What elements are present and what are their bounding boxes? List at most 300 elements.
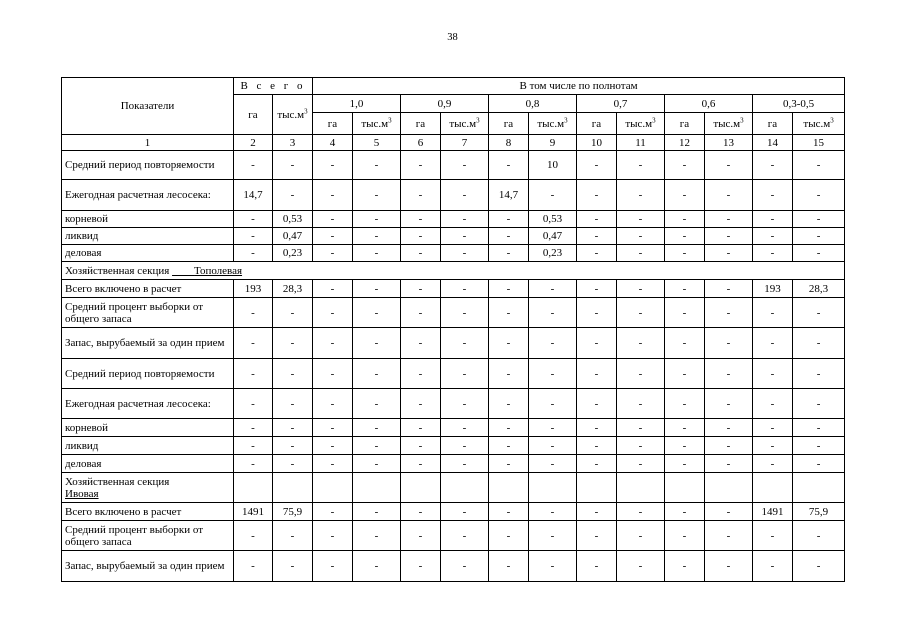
table-cell: 14,7 (234, 180, 273, 211)
header-density: 1,0 (313, 95, 401, 113)
table-cell: - (401, 551, 441, 582)
unit-sup: 3 (652, 115, 656, 124)
table-cell: - (793, 389, 845, 419)
table-row (62, 455, 845, 473)
header-unit-ha: га (313, 113, 353, 135)
table-cell: 193 (234, 280, 273, 298)
table-cell: - (665, 389, 705, 419)
table-cell: - (234, 228, 273, 245)
table-cell: - (617, 521, 665, 551)
table-cell: - (665, 359, 705, 389)
table-cell: - (793, 437, 845, 455)
empty-cell (529, 473, 577, 503)
table-cell: - (353, 328, 401, 359)
header-unit-ha: га (401, 113, 441, 135)
table-cell: - (753, 245, 793, 262)
table-cell: - (577, 503, 617, 521)
table-cell: - (273, 419, 313, 437)
table-cell: - (441, 503, 489, 521)
header-unit-ha: га (577, 113, 617, 135)
table-cell: - (577, 245, 617, 262)
header-unit-volume (705, 113, 753, 135)
table-cell: - (665, 551, 705, 582)
table-cell: - (577, 521, 617, 551)
table-cell: - (577, 280, 617, 298)
section-name: Ивовая (65, 487, 99, 500)
column-number: 4 (313, 135, 353, 151)
table-row (62, 359, 845, 389)
table-cell: - (441, 245, 489, 262)
table-cell: - (577, 211, 617, 228)
table-cell: - (489, 328, 529, 359)
table-cell: - (441, 455, 489, 473)
table-cell: - (313, 419, 353, 437)
table-cell: - (529, 419, 577, 437)
unit-text: тыс.м (625, 117, 653, 130)
empty-cell (441, 473, 489, 503)
table-cell: - (441, 228, 489, 245)
table-cell: - (753, 419, 793, 437)
table-cell: 0,23 (529, 245, 577, 262)
unit-text: тыс.м (537, 117, 565, 130)
table-cell: - (401, 298, 441, 328)
table-cell: - (529, 180, 577, 211)
table-cell: - (489, 359, 529, 389)
forest-cut-table (61, 77, 845, 582)
table-cell: - (313, 298, 353, 328)
table-cell: - (273, 359, 313, 389)
table-cell: - (489, 245, 529, 262)
table-cell: - (234, 551, 273, 582)
empty-cell (793, 473, 845, 503)
table-cell: - (617, 328, 665, 359)
table-cell: - (793, 419, 845, 437)
table-cell: - (353, 180, 401, 211)
table-cell: - (577, 437, 617, 455)
table-cell: - (529, 328, 577, 359)
table-cell: 1491 (753, 503, 793, 521)
table-cell: - (353, 551, 401, 582)
row-label: Запас, вырубаемый за один прием (62, 551, 234, 582)
table-cell: - (441, 211, 489, 228)
table-cell: - (665, 503, 705, 521)
table-cell: - (617, 455, 665, 473)
table-cell: - (577, 359, 617, 389)
table-cell: - (489, 437, 529, 455)
table-cell: - (313, 437, 353, 455)
table-cell: - (313, 280, 353, 298)
row-label: ликвид (62, 437, 234, 455)
table-cell: - (489, 455, 529, 473)
table-cell: - (529, 521, 577, 551)
row-label: Средний период повторяемости (62, 359, 234, 389)
table-cell: - (353, 359, 401, 389)
header-unit-volume (617, 113, 665, 135)
column-number: 7 (441, 135, 489, 151)
table-cell: - (577, 455, 617, 473)
table-cell: - (401, 228, 441, 245)
table-row (62, 328, 845, 359)
table-cell: - (617, 437, 665, 455)
table-cell: - (529, 298, 577, 328)
section-prefix: Хозяйственная секция (65, 264, 170, 277)
table-cell: - (793, 245, 845, 262)
table-cell: - (441, 437, 489, 455)
table-cell: - (753, 228, 793, 245)
row-label: ликвид (62, 228, 234, 245)
table-cell: - (353, 437, 401, 455)
table-cell: - (705, 151, 753, 180)
unit-text: тыс.м (803, 117, 831, 130)
table-cell: - (234, 359, 273, 389)
table-cell: - (234, 437, 273, 455)
table-cell: - (489, 211, 529, 228)
page-number: 38 (447, 32, 458, 43)
table-cell: - (705, 389, 753, 419)
table-cell: - (441, 419, 489, 437)
table-cell: - (617, 151, 665, 180)
table-cell: - (489, 298, 529, 328)
table-cell: - (665, 211, 705, 228)
table-cell: 0,47 (529, 228, 577, 245)
row-label: Всего включено в расчет (62, 503, 234, 521)
table-cell: - (441, 151, 489, 180)
table-cell: - (529, 389, 577, 419)
table-cell: - (234, 245, 273, 262)
table-cell: 75,9 (793, 503, 845, 521)
header-unit-volume (529, 113, 577, 135)
table-cell: - (273, 151, 313, 180)
table-cell: - (665, 180, 705, 211)
empty-cell (234, 473, 273, 503)
header-unit-volume (793, 113, 845, 135)
table-row (62, 228, 845, 245)
table-cell: - (665, 298, 705, 328)
table-cell: - (441, 521, 489, 551)
table-cell: - (273, 180, 313, 211)
table-cell: - (705, 521, 753, 551)
unit-sup: 3 (388, 115, 392, 124)
column-number: 12 (665, 135, 705, 151)
table-cell: - (793, 180, 845, 211)
table-cell: - (441, 389, 489, 419)
table-cell: - (617, 389, 665, 419)
table-cell: - (273, 328, 313, 359)
table-cell: - (665, 419, 705, 437)
empty-cell (705, 473, 753, 503)
empty-cell (353, 473, 401, 503)
table-cell: - (665, 328, 705, 359)
row-label: Средний процент выборки от общего запаса (62, 298, 234, 328)
table-cell: - (313, 551, 353, 582)
table-cell: - (353, 455, 401, 473)
table-cell: - (273, 389, 313, 419)
table-cell: 28,3 (793, 280, 845, 298)
table-cell: - (529, 437, 577, 455)
table-cell: - (401, 245, 441, 262)
table-row (62, 151, 845, 180)
table-cell: 0,53 (529, 211, 577, 228)
table-cell: - (353, 151, 401, 180)
empty-cell (313, 473, 353, 503)
table-cell: - (577, 298, 617, 328)
table-cell: - (401, 419, 441, 437)
table-cell: - (577, 151, 617, 180)
table-cell: - (234, 389, 273, 419)
table-cell: - (705, 180, 753, 211)
table-cell: - (705, 551, 753, 582)
empty-cell (665, 473, 705, 503)
table-row (62, 180, 845, 211)
table-cell: - (577, 180, 617, 211)
table-cell: - (313, 455, 353, 473)
column-number: 1 (62, 135, 234, 151)
table-cell: - (401, 180, 441, 211)
section-prefix: Хозяйственная секция (65, 475, 170, 488)
table-cell: - (577, 228, 617, 245)
row-label: корневой (62, 419, 234, 437)
table-cell: - (489, 503, 529, 521)
column-number: 5 (353, 135, 401, 151)
table-cell: - (313, 503, 353, 521)
table-cell: - (705, 298, 753, 328)
table-cell: - (489, 228, 529, 245)
table-row (62, 551, 845, 582)
section-title (62, 262, 845, 280)
table-row (62, 419, 845, 437)
table-cell: - (665, 521, 705, 551)
column-number: 14 (753, 135, 793, 151)
table-cell: - (273, 437, 313, 455)
table-cell: - (489, 389, 529, 419)
row-label: Всего включено в расчет (62, 280, 234, 298)
table-cell: 0,47 (273, 228, 313, 245)
table-cell: - (353, 298, 401, 328)
table-cell: - (441, 328, 489, 359)
column-number: 15 (793, 135, 845, 151)
section-row (62, 473, 845, 503)
table-cell: - (313, 211, 353, 228)
table-cell: - (313, 151, 353, 180)
table-cell: - (793, 211, 845, 228)
table-cell: - (705, 211, 753, 228)
table-row (62, 437, 845, 455)
table-cell: - (401, 151, 441, 180)
table-cell: - (665, 228, 705, 245)
table-row (62, 521, 845, 551)
table-cell: - (793, 521, 845, 551)
table-cell: - (753, 211, 793, 228)
table-cell: - (489, 521, 529, 551)
table-cell: - (577, 551, 617, 582)
table-cell: 28,3 (273, 280, 313, 298)
table-cell: - (577, 389, 617, 419)
table-cell: - (617, 359, 665, 389)
empty-cell (577, 473, 617, 503)
table-row (62, 211, 845, 228)
table-cell: 10 (529, 151, 577, 180)
table-cell: - (665, 245, 705, 262)
table-cell: - (617, 503, 665, 521)
section-row (62, 262, 845, 280)
column-number: 9 (529, 135, 577, 151)
table-cell: - (441, 280, 489, 298)
unit-sup: 3 (740, 115, 744, 124)
table-cell: - (705, 437, 753, 455)
table-row (62, 503, 845, 521)
table-cell: - (489, 151, 529, 180)
table-cell: - (401, 328, 441, 359)
table-cell: - (793, 151, 845, 180)
unit-text: тыс.м (361, 117, 389, 130)
header-total-volume: $тыс.м^3$ (273, 95, 313, 135)
section-title (62, 473, 234, 503)
table-cell: - (793, 359, 845, 389)
table-cell: - (753, 455, 793, 473)
table-cell: - (401, 280, 441, 298)
table-cell: - (273, 455, 313, 473)
header-unit-ha: га (665, 113, 705, 135)
table-cell: - (705, 503, 753, 521)
table-cell: - (753, 551, 793, 582)
table-cell: - (401, 455, 441, 473)
table-row (62, 389, 845, 419)
column-number: 2 (234, 135, 273, 151)
table-cell: - (705, 359, 753, 389)
header-density: 0,9 (401, 95, 489, 113)
table-cell: - (234, 151, 273, 180)
table-cell: - (577, 328, 617, 359)
table-cell: - (489, 280, 529, 298)
table-cell: - (665, 280, 705, 298)
header-total: В с е г о (234, 78, 313, 95)
section-name: Тополевая (194, 264, 243, 277)
unit-sup: 3 (476, 115, 480, 124)
table-cell: - (441, 359, 489, 389)
table-cell: - (529, 280, 577, 298)
table-cell: - (529, 359, 577, 389)
table-cell: - (313, 180, 353, 211)
table-cell: - (234, 455, 273, 473)
table-cell: 1491 (234, 503, 273, 521)
table-cell: - (353, 521, 401, 551)
table-cell: - (705, 328, 753, 359)
row-label: деловая (62, 245, 234, 262)
table-cell: - (234, 298, 273, 328)
table-cell: - (793, 551, 845, 582)
table-cell: - (617, 551, 665, 582)
table-cell: - (313, 228, 353, 245)
header-unit-ha: га (489, 113, 529, 135)
column-number: 3 (273, 135, 313, 151)
table-cell: 75,9 (273, 503, 313, 521)
table-cell: - (234, 328, 273, 359)
table-cell: - (401, 521, 441, 551)
header-density: 0,8 (489, 95, 577, 113)
row-label: Средний период повторяемости (62, 151, 234, 180)
table-cell: 193 (753, 280, 793, 298)
table-cell: - (793, 328, 845, 359)
table-cell: - (793, 455, 845, 473)
table-cell: - (234, 419, 273, 437)
table-cell: - (441, 180, 489, 211)
table-cell: - (705, 245, 753, 262)
empty-cell (753, 473, 793, 503)
table-cell: - (353, 228, 401, 245)
table-cell: - (313, 389, 353, 419)
table-cell: - (401, 437, 441, 455)
header-unit-ha: га (753, 113, 793, 135)
table-cell: - (665, 455, 705, 473)
table-cell: - (617, 211, 665, 228)
column-number: 8 (489, 135, 529, 151)
empty-cell (401, 473, 441, 503)
table-cell: - (753, 389, 793, 419)
row-label: корневой (62, 211, 234, 228)
row-label: Запас, вырубаемый за один прием (62, 328, 234, 359)
unit-sup: 3 (830, 115, 834, 124)
unit-sup: 3 (564, 115, 568, 124)
header-unit-volume (353, 113, 401, 135)
table-row (62, 280, 845, 298)
table-cell: - (529, 455, 577, 473)
table-cell: - (617, 298, 665, 328)
table-cell: - (353, 503, 401, 521)
table-cell: - (617, 180, 665, 211)
section-gap (172, 265, 194, 277)
table-cell: - (401, 503, 441, 521)
table-cell: - (401, 389, 441, 419)
table-cell: - (401, 359, 441, 389)
table-cell: - (353, 389, 401, 419)
table-cell: - (313, 359, 353, 389)
table-cell: - (313, 521, 353, 551)
header-total-ha: га (234, 95, 273, 135)
table-cell: - (617, 280, 665, 298)
header-by-density: В том числе по полнотам (313, 78, 845, 95)
table-cell: - (489, 419, 529, 437)
header-indicators: Показатели (62, 78, 234, 135)
column-number: 13 (705, 135, 753, 151)
table-cell: - (705, 280, 753, 298)
row-label: Средний процент выборки от общего запаса (62, 521, 234, 551)
unit-text: тыс.м (449, 117, 477, 130)
table-cell: - (753, 328, 793, 359)
table-cell: - (753, 180, 793, 211)
table-cell: - (753, 298, 793, 328)
table-cell: - (441, 298, 489, 328)
row-label: Ежегодная расчетная лесосека: (62, 389, 234, 419)
empty-cell (273, 473, 313, 503)
table-cell: - (665, 437, 705, 455)
table-cell: - (665, 151, 705, 180)
row-label: Ежегодная расчетная лесосека: (62, 180, 234, 211)
table-cell: - (273, 551, 313, 582)
empty-cell (617, 473, 665, 503)
table-cell: - (234, 521, 273, 551)
header-unit-volume (441, 113, 489, 135)
table-cell: - (489, 551, 529, 582)
table-cell: - (529, 503, 577, 521)
table-cell: - (753, 359, 793, 389)
table-cell: - (705, 455, 753, 473)
row-label: деловая (62, 455, 234, 473)
unit-text: тыс.м (713, 117, 741, 130)
table-cell: 0,23 (273, 245, 313, 262)
table-cell: - (617, 245, 665, 262)
table-cell: - (617, 419, 665, 437)
table-cell: - (313, 245, 353, 262)
